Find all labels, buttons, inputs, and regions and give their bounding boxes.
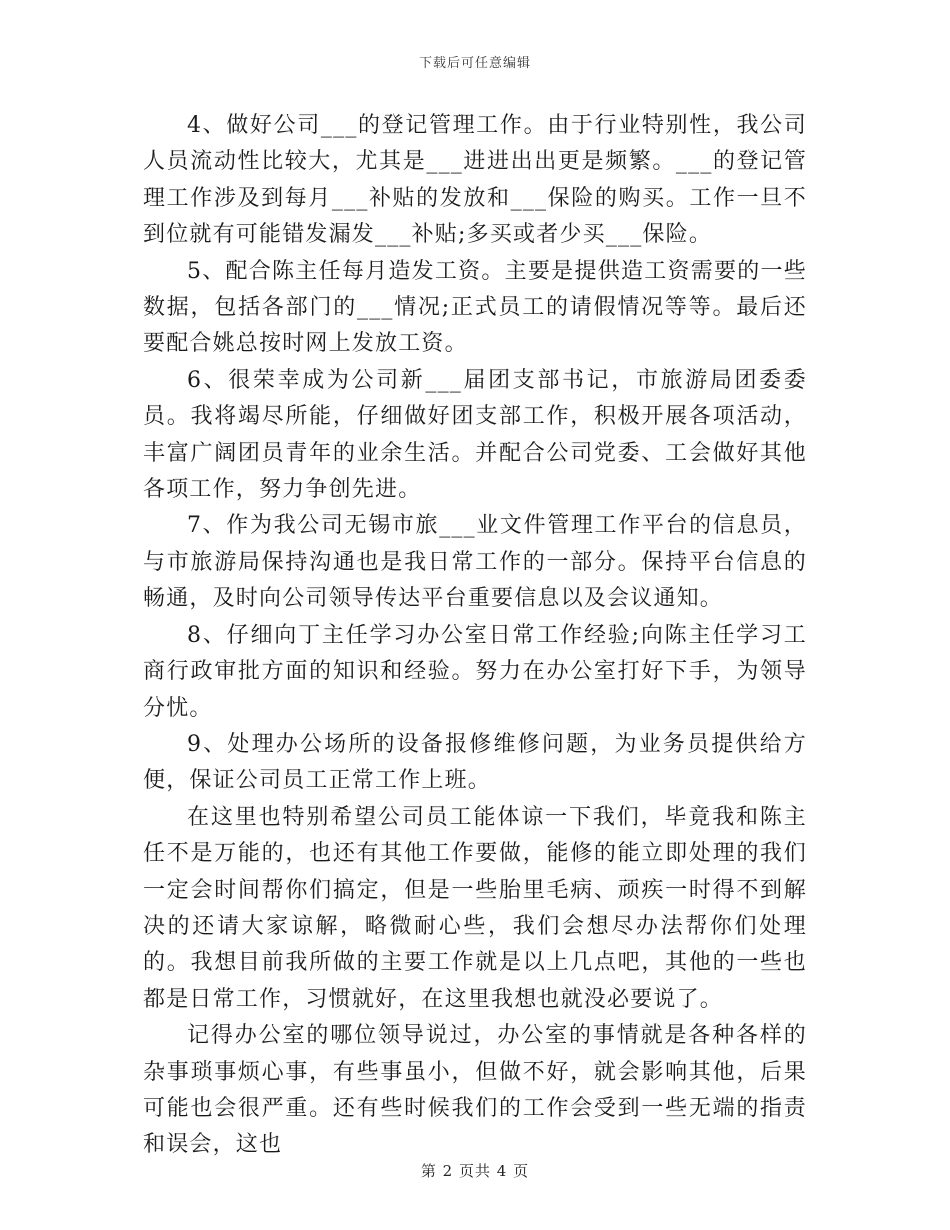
paragraph-item-5: 5、配合陈主任每月造发工资。主要是提供造工资需要的一些数据，包括各部门的___情况;正式员工的请假情况等等。最后还要配合姚总按时网上发放工资。 (143, 258, 807, 357)
paragraph-item-4: 4、做好公司___的登记管理工作。由于行业特别性，我公司人员流动性比较大，尤其是___进进出出更是频繁。___的登记管理工作涉及到每月___补贴的发放和___保险的购买。工作一旦不到位就有可能错发漏发___补贴;多买或者少买___保险。 (143, 113, 807, 248)
page-header: 下载后可任意编辑 (418, 56, 531, 71)
page-number: 第 2 页共 4 页 (420, 1162, 530, 1180)
paragraph-office-duties: 记得办公室的哪位领导说过，办公室的事情就是各种各样的杂事琐事烦心事，有些事虽小，但做不好，就会影响其他，后果可能也会很严重。还有些时候我们的工作会受到一些无端的指责和误会，这也 (143, 1023, 807, 1158)
paragraph-item-6: 6、很荣幸成为公司新___届团支部书记，市旅游局团委委员。我将竭尽所能，仔细做好团支部工作，积极开展各项活动，丰富广阔团员青年的业余生活。并配合公司党委、工会做好其他各项工作，努力争创先进。 (143, 367, 807, 503)
document-body (143, 108, 807, 1164)
paragraph-understanding: 在这里也特别希望公司员工能体谅一下我们，毕竟我和陈主任不是万能的，也还有其他工作要做，能修的能立即处理的我们一定会时间帮你们搞定，但是一些胎里毛病、顽疾一时得不到解决的还请大家谅解，略微耐心些，我们会想尽办法帮你们处理的。我想目前我所做的主要工作就是以上几点吧，其他的一些也都是日常工作，习惯就好，在这里我想也就没必要说了。 (143, 804, 807, 1012)
paragraph-item-8: 8、仔细向丁主任学习办公室日常工作经验;向陈主任学习工商行政审批方面的知识和经验。努力在办公室打好下手，为领导分忧。 (143, 622, 807, 721)
paragraph-item-7: 7、作为我公司无锡市旅___业文件管理工作平台的信息员，与市旅游局保持沟通也是我日常工作的一部分。保持平台信息的畅通，及时向公司领导传达平台重要信息以及会议通知。 (143, 513, 807, 612)
paragraph-item-9: 9、处理办公场所的设备报修维修问题，为业务员提供给方便，保证公司员工正常工作上班。 (143, 731, 807, 794)
